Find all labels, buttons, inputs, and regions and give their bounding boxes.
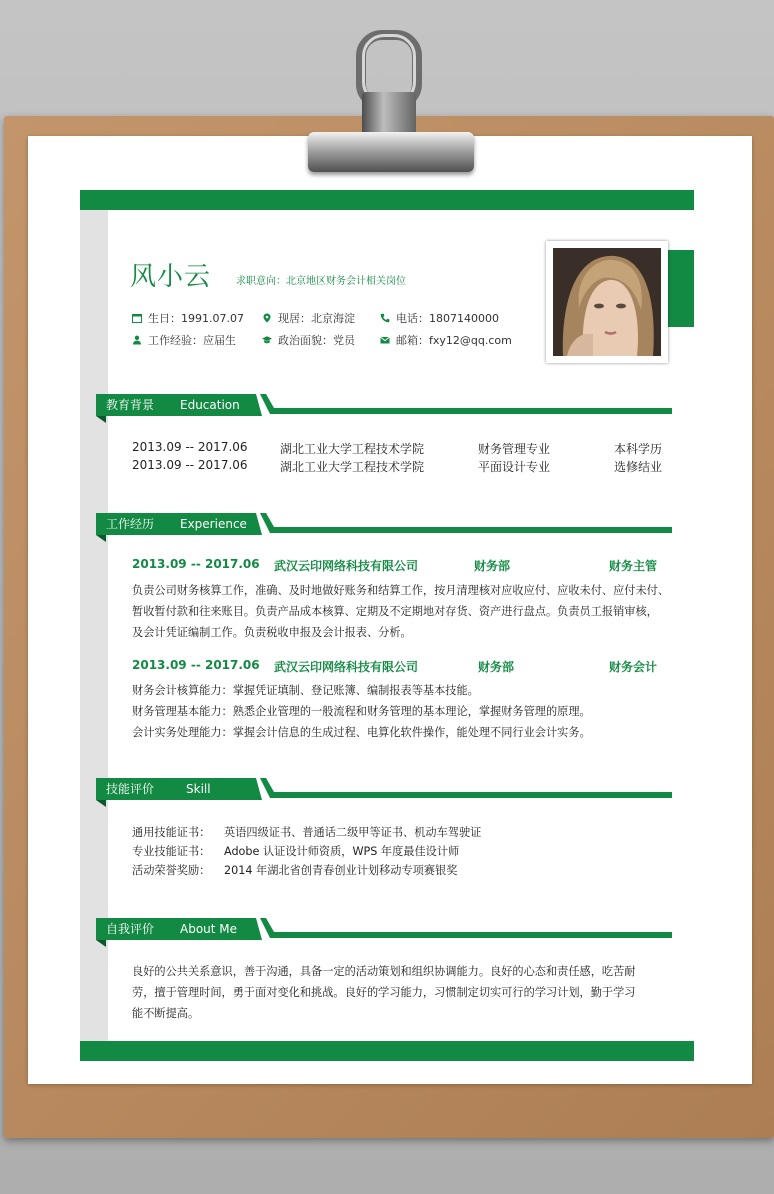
job-intent: 求职意向：北京地区财务会计相关岗位	[236, 276, 406, 287]
job-2-period: 2013.09 -- 2017.06	[132, 658, 260, 672]
info-birthday: 生日：1991.07.07	[132, 310, 244, 326]
skill-row-3-label: 活动荣誉奖励：	[132, 864, 211, 877]
calendar-icon	[132, 313, 142, 323]
edu-row-1-school: 湖北工业大学工程技术学院	[280, 442, 425, 456]
section-title-cn: 工作经历	[106, 517, 155, 531]
edu-row-2-school: 湖北工业大学工程技术学院	[280, 460, 425, 474]
job-1-description: 负责公司财务核算工作，准确、及时地做好账务和结算工作，按月清理核对应收应付、应收未付、应付未付、 暂收暂付款和往来账目。负责产品成本核算、定期及不定期地对存货、资产进行盘点。负责员工报销审核， 及会计凭证编制工作。负责税收申报及会计报表、分析。	[132, 584, 670, 639]
section-header-skill	[96, 778, 674, 812]
profile-photo	[546, 241, 668, 363]
info-email: 邮箱：fxy12@qq.com	[380, 332, 512, 348]
section-title-en: Skill	[186, 782, 211, 796]
graduation-cap-icon	[262, 335, 272, 345]
section-title-cn: 技能评价	[106, 782, 155, 796]
edu-row-2-degree: 选修结业	[614, 460, 663, 474]
job-2-dept: 财务部	[478, 660, 515, 674]
section-header-education	[96, 394, 674, 428]
job-1-position: 财务主管	[609, 559, 658, 573]
info-experience: 工作经验：应届生	[132, 332, 236, 348]
clip-plate	[308, 132, 474, 172]
skill-row-1-label: 通用技能证书：	[132, 826, 211, 839]
phone-icon	[380, 313, 390, 323]
section-header-about	[96, 918, 674, 952]
edu-row-2-major: 平面设计专业	[478, 460, 551, 474]
skill-row-2-label: 专业技能证书：	[132, 845, 211, 858]
top-bar	[80, 190, 694, 210]
job-1-period: 2013.09 -- 2017.06	[132, 557, 260, 571]
location-pin-icon	[262, 313, 272, 323]
binder-clip	[300, 28, 478, 178]
section-title-en: Education	[180, 398, 240, 412]
bottom-bar	[80, 1041, 694, 1061]
info-residence: 现居：北京海淀	[262, 310, 355, 326]
job-2-company: 武汉云印网络科技有限公司	[274, 660, 419, 674]
job-1-company: 武汉云印网络科技有限公司	[274, 559, 419, 573]
portrait-image	[553, 248, 661, 356]
mail-icon	[380, 335, 390, 345]
skill-row-1-value: 英语四级证书、普通话二级甲等证书、机动车驾驶证	[224, 826, 482, 839]
left-strip	[80, 210, 108, 1041]
candidate-name: 风小云	[130, 262, 212, 292]
info-phone: 电话：1807140000	[380, 310, 499, 326]
edu-row-2-period: 2013.09 -- 2017.06	[132, 458, 248, 472]
job-1-dept: 财务部	[474, 559, 511, 573]
photo-accent-block	[666, 250, 694, 327]
edu-row-1-degree: 本科学历	[614, 442, 663, 456]
person-icon	[132, 335, 142, 345]
section-title-cn: 自我评价	[106, 922, 155, 936]
info-politics: 政治面貌：党员	[262, 332, 355, 348]
section-title-en: Experience	[180, 517, 247, 531]
edu-row-1-major: 财务管理专业	[478, 442, 551, 456]
job-2-position: 财务会计	[609, 660, 658, 674]
section-title-cn: 教育背景	[106, 398, 155, 412]
section-title-en: About Me	[180, 922, 238, 936]
section-header-experience	[96, 513, 674, 547]
skill-row-3-value: 2014 年湖北省创青春创业计划移动专项赛银奖	[224, 864, 458, 877]
job-2-description: 财务会计核算能力：掌握凭证填制、登记账簿、编制报表等基本技能。 财务管理基本能力：熟悉企业管理的一般流程和财务管理的基本理论，掌握财务管理的原理。 会计实务处理能力：掌握会计信息的生成过程、电算化软件操作，能处理不同行业会计实务。	[132, 684, 591, 739]
about-description: 良好的公共关系意识，善于沟通，具备一定的活动策划和组织协调能力。良好的心态和责任感，吃苦耐 劳，擅于管理时间，勇于面对变化和挑战。良好的学习能力，习惯制定切实可行的学习计划，勤于学习 能不断提高。	[132, 965, 636, 1020]
edu-row-1-period: 2013.09 -- 2017.06	[132, 440, 248, 454]
skill-row-2-value: Adobe 认证设计师资质，WPS 年度最佳设计师	[224, 845, 460, 858]
